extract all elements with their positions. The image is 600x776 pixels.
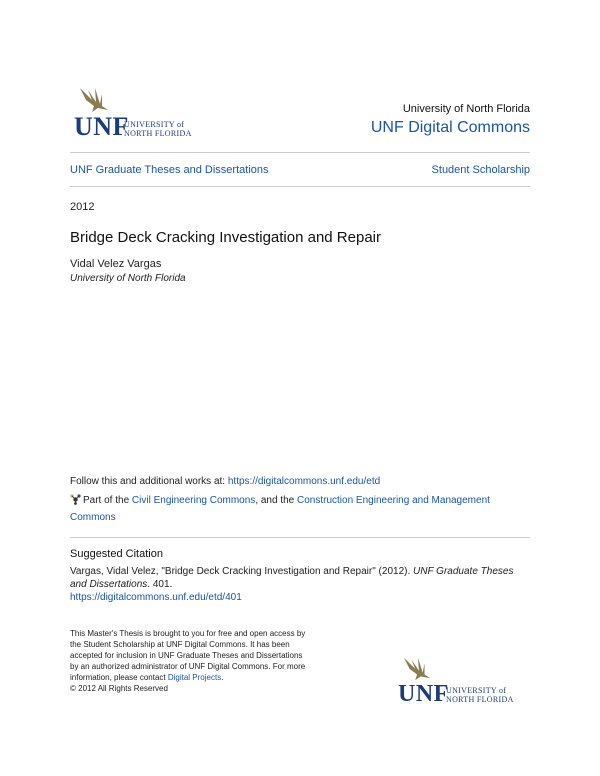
logo-university-text bbox=[446, 686, 514, 704]
logo-university-text bbox=[124, 120, 192, 138]
citation-body bbox=[70, 565, 530, 604]
citation-number: . 401. bbox=[147, 579, 173, 590]
author-affiliation: University of North Florida bbox=[70, 273, 186, 284]
part-of-line bbox=[70, 492, 530, 526]
unf-logo-footer[interactable] bbox=[398, 654, 528, 706]
citation-series: UNF Graduate Theses and Dissertations bbox=[70, 566, 514, 590]
part-of-prefix: Part of the bbox=[83, 495, 132, 506]
network-icon bbox=[70, 494, 81, 505]
logo-line-1: UNIVERSITY of bbox=[446, 686, 507, 695]
document-title: Bridge Deck Cracking Investigation and Repair bbox=[70, 229, 381, 246]
follow-url-link[interactable]: https://digitalcommons.unf.edu/etd bbox=[227, 476, 381, 487]
notice-text: This Master's Thesis is brought to you for free and open access by the Student Scholarship at UNF Digital Commons. It has been accepted for inclusion in UNF Graduate Theses and Dissertations by an authorized administrator of UNF Digital Commons. For more information, please contact bbox=[70, 629, 306, 682]
logo-line-2: NORTH FLORIDA bbox=[446, 695, 514, 704]
publication-year: 2012 bbox=[70, 201, 95, 213]
logo-line-1: UNIVERSITY of bbox=[124, 120, 185, 129]
divider bbox=[70, 186, 530, 187]
construction-engineering-commons-link[interactable]: Construction Engineering and Management Commons bbox=[70, 495, 490, 523]
follow-line bbox=[70, 476, 380, 487]
part-of-middle: , and the bbox=[255, 495, 298, 506]
citation-url-link[interactable]: https://digitalcommons.unf.edu/etd/401 bbox=[70, 592, 242, 603]
divider bbox=[70, 152, 530, 153]
civil-engineering-commons-link[interactable]: Civil Engineering Commons bbox=[131, 495, 256, 506]
notice-end: . bbox=[221, 673, 224, 682]
osprey-icon bbox=[78, 84, 112, 114]
logo-line-2: NORTH FLORIDA bbox=[124, 129, 192, 138]
unf-logo[interactable] bbox=[74, 84, 214, 140]
repository-link[interactable]: UNF Digital Commons bbox=[370, 119, 530, 136]
follow-text: Follow this and additional works at: bbox=[70, 476, 228, 487]
access-notice bbox=[70, 628, 310, 694]
institution-name: University of North Florida bbox=[402, 103, 530, 115]
copyright: © 2012 All Rights Reserved bbox=[70, 684, 168, 693]
logo-wordmark: UNF bbox=[74, 112, 129, 141]
author-name: Vidal Velez Vargas bbox=[70, 258, 162, 270]
logo-wordmark: UNF bbox=[398, 681, 449, 707]
collection-link[interactable]: UNF Graduate Theses and Dissertations bbox=[70, 164, 269, 176]
divider bbox=[70, 537, 530, 538]
category-link[interactable]: Student Scholarship bbox=[431, 164, 530, 176]
osprey-icon bbox=[402, 654, 434, 682]
citation-text: Vargas, Vidal Velez, "Bridge Deck Cracking Investigation and Repair" (2012). bbox=[70, 566, 414, 577]
citation-heading: Suggested Citation bbox=[70, 548, 163, 560]
contact-link[interactable]: Digital Projects bbox=[167, 673, 222, 682]
